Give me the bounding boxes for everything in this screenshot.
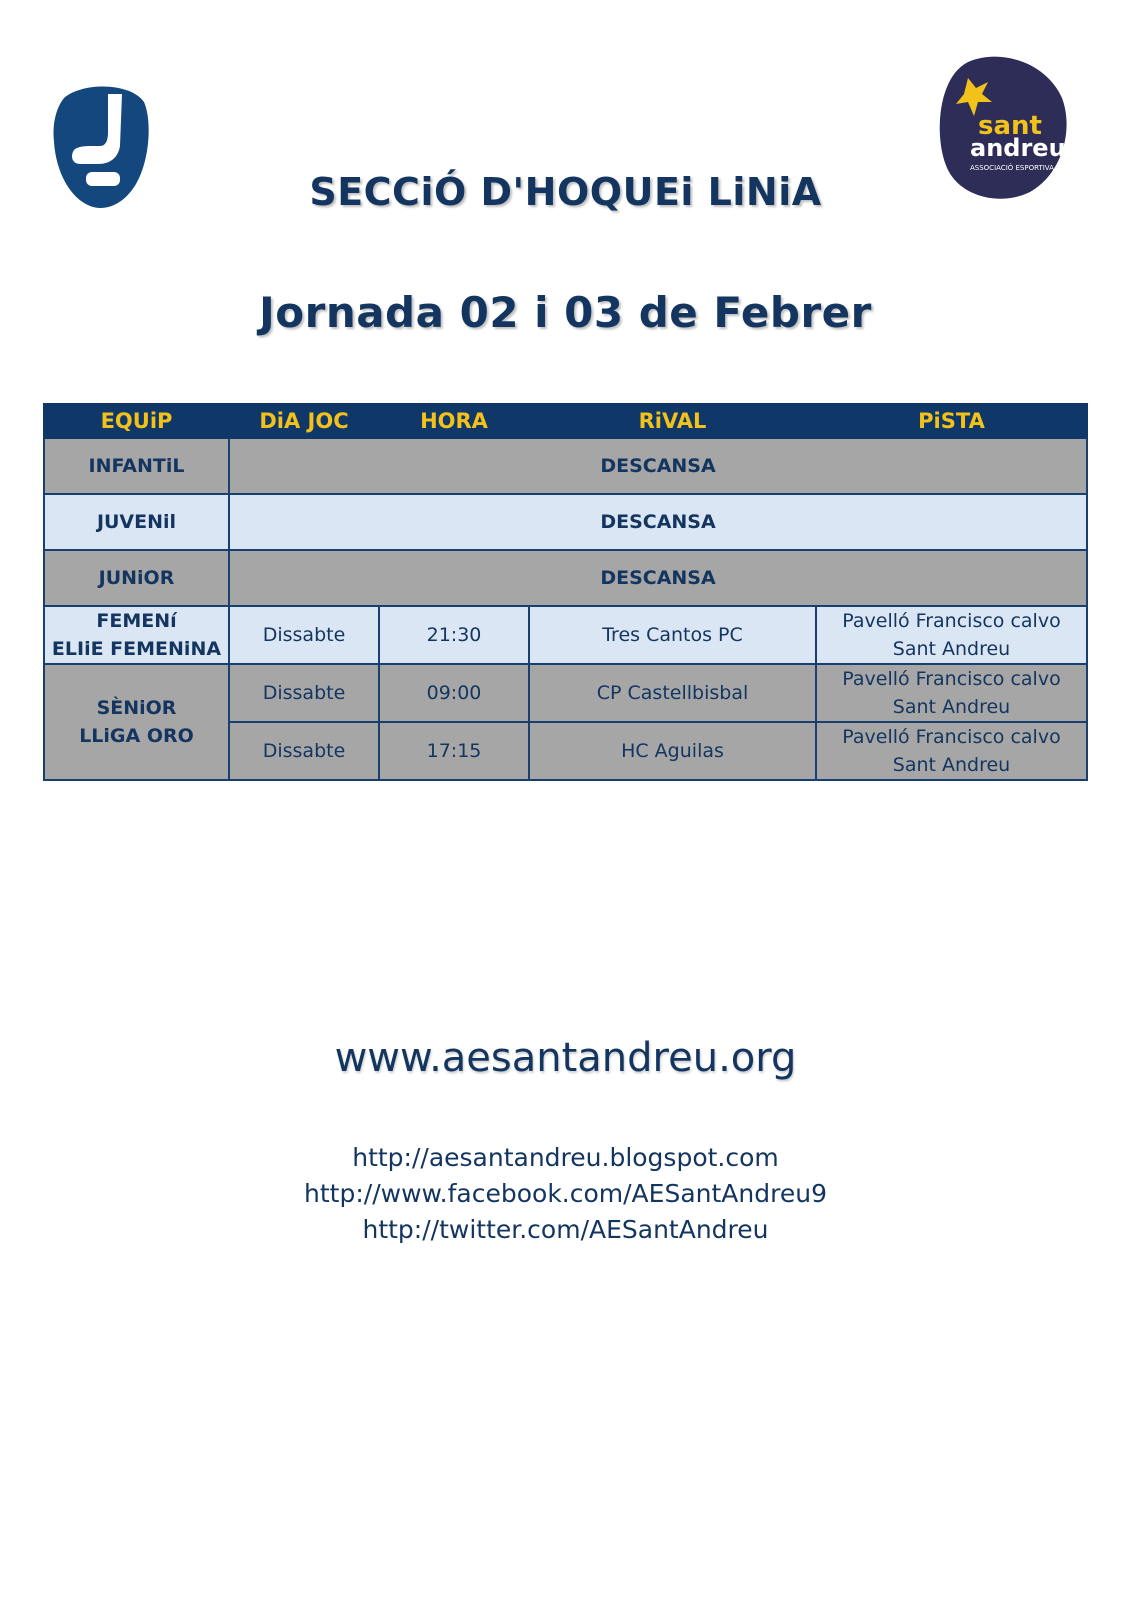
- hora-cell: 09:00: [379, 664, 529, 722]
- equip-cell: INFANTiL: [44, 438, 229, 494]
- rival-cell: Tres Cantos PC: [529, 606, 816, 664]
- hora-cell: 17:15: [379, 722, 529, 780]
- pista-line: Sant Andreu: [892, 638, 1011, 660]
- schedule-table: [43, 403, 1088, 781]
- page-subtitle: Jornada 02 i 03 de Febrer: [259, 288, 872, 337]
- table-row: [44, 606, 1087, 664]
- table-row: [44, 438, 1087, 494]
- table-row: [44, 550, 1087, 606]
- rival-cell: HC Aguilas: [529, 722, 816, 780]
- table-header-row: [44, 404, 1087, 438]
- header-hora: HORA: [379, 404, 529, 438]
- social-links: [0, 1140, 1131, 1248]
- pista-line: Pavelló Francisco calvo: [842, 726, 1061, 748]
- pista-line: Pavelló Francisco calvo: [842, 610, 1061, 632]
- equip-cell: [44, 664, 229, 780]
- logo-text-sant: sant: [978, 111, 1042, 141]
- pista-line: Pavelló Francisco calvo: [842, 668, 1061, 690]
- header-rival: RiVAL: [529, 404, 816, 438]
- section-title: SECCiÓ D'HOQUEi LiNiA: [309, 170, 822, 214]
- facebook-link[interactable]: http://www.facebook.com/AESantAndreu9: [304, 1179, 827, 1208]
- pista-line: Sant Andreu: [892, 696, 1011, 718]
- pista-line: Sant Andreu: [892, 754, 1011, 776]
- twitter-link[interactable]: http://twitter.com/AESantAndreu: [362, 1215, 769, 1244]
- header-dia-joc: DiA JOC: [229, 404, 379, 438]
- hora-cell: 21:30: [379, 606, 529, 664]
- equip-cell: JUVENil: [44, 494, 229, 550]
- equip-line: ELIiE FEMENiNA: [51, 638, 222, 660]
- equip-cell: [44, 606, 229, 664]
- website-link[interactable]: www.aesantandreu.org: [334, 1035, 797, 1081]
- pista-cell: [816, 722, 1087, 780]
- descansa-cell: DESCANSA: [229, 438, 1087, 494]
- descansa-cell: DESCANSA: [229, 494, 1087, 550]
- dia-cell: Dissabte: [229, 606, 379, 664]
- equip-cell: JUNiOR: [44, 550, 229, 606]
- pista-cell: [816, 606, 1087, 664]
- table-row: [44, 494, 1087, 550]
- blog-link[interactable]: http://aesantandreu.blogspot.com: [352, 1143, 779, 1172]
- equip-line: SÈNiOR: [96, 697, 177, 719]
- header-pista: PiSTA: [816, 404, 1087, 438]
- equip-line: FEMENí: [96, 610, 177, 632]
- pista-cell: [816, 664, 1087, 722]
- rival-cell: CP Castellbisbal: [529, 664, 816, 722]
- dia-cell: Dissabte: [229, 664, 379, 722]
- logo-text-andreu: andreu: [970, 134, 1066, 162]
- descansa-cell: DESCANSA: [229, 550, 1087, 606]
- table-row: [44, 664, 1087, 722]
- logo-text-associacio: ASSOCIACIÓ ESPORTIVA: [970, 164, 1054, 172]
- equip-line: LLiGA ORO: [79, 725, 194, 747]
- dia-cell: Dissabte: [229, 722, 379, 780]
- header-equip: EQUiP: [44, 404, 229, 438]
